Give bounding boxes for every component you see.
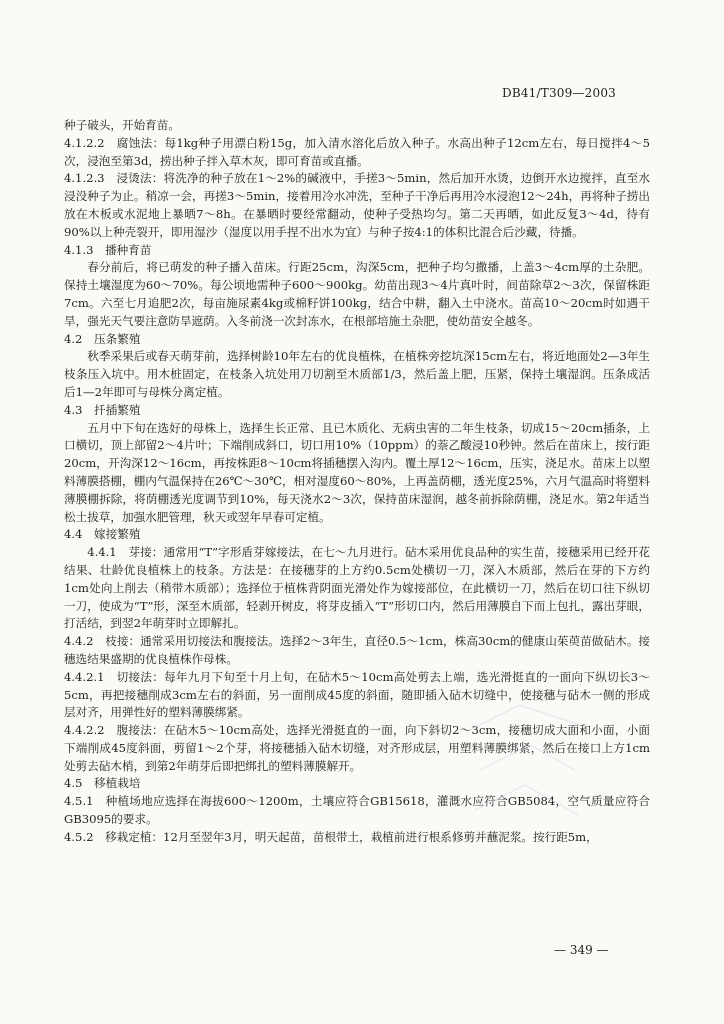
document-body: [64, 117, 650, 847]
section-heading: 4.2 压条繁殖: [64, 331, 141, 346]
section-heading: 4.1.3 播种育苗: [64, 242, 152, 257]
paragraph: 4.5.1 种植场地应选择在海拔600～1200m，土壤应符合GB15618，灌溉水应符合GB5084，空气质量应符合GB3095的要求。: [64, 794, 650, 827]
paragraph: 五月中下旬在选好的母株上，选择生长正常、且已木质化、无病虫害的二年生枝条，切成15～20cm插条，上口横切，顶上部留2～4片叶；下端削成斜口，切口用10%（10ppm）的萘乙酸浸10秒钟。然后在苗床上，按行距20cm，开沟深12～16cm，再按株距8～10cm将插穗摆入沟内。覆土厚12～16cm，压实，浇足水。苗床上以塑料薄膜搭棚，棚内气温保持在26℃～30℃，相对湿度60～80%，上再盖荫棚，透光度25%，六月气温高时将塑料薄膜棚拆除，将荫棚透光度调节到10%，每天浇水2～3次，保持苗床湿润，越冬前拆除荫棚，浇足水。第2年适当松土拔草，加强水肥管理，秋天或翌年早春可定植。: [64, 420, 650, 524]
paragraph: 秋季采果后或春天萌芽前，选择树龄10年左右的优良植株，在植株旁挖坑深15cm左右，将近地面处2—3年生枝条压入坑中。用木桩固定，在枝条入坑处用刀切割至木质部1/3，然后盖上肥，压紧，保持土壤湿润。压条成活后1—2年即可与母株分离定植。: [64, 349, 650, 399]
page-number: — 349 —: [554, 943, 609, 957]
standard-number: DB41/T309—2003: [502, 86, 616, 100]
paragraph: 4.1.2.3 浸烫法：将洗净的种子放在1～2%的碱液中，手搓3～5min，然后加开水烫，边倒开水边搅拌，直至水浸没种子为止。稍凉一会，再搓3～5min，接着用冷水冲洗，至种子干净后再用冷水浸泡12～24h，再将种子捞出放在木板或水泥地上暴晒7～8h。在暴晒时要经常翻动，使种子受热均匀。第二天再晒，如此反复3～4d，待有90%以上种壳裂开，即用湿沙（湿度以用手捏不出水为宜）与种子按4:1的体积比混合后沙藏，待播。: [64, 171, 650, 239]
paragraph: 4.4.2 枝接：通常采用切接法和腹接法。选择2～3年生，直径0.5～1cm，株高30cm的健康山茱萸苗做砧木。接穗选结果盛期的优良植株作母株。: [64, 634, 650, 666]
paragraph: 春分前后，将已萌发的种子播入苗床。行距25cm，沟深5cm，把种子均匀撒播，上盖3～4cm厚的土杂肥。保持土壤湿度为60～70%。每公顷地需种子600～900kg。幼苗出现3～4片真叶时，间苗除草2～3次，保留株距7cm。六至七月追肥2次，每亩施尿素4kg或棉籽饼100kg，结合中耕，翻入土中浇水。苗高10～20cm时如遇干旱，强光天气要注意防旱遮荫。入冬前浇一次封冻水，在根部培施土杂肥，使幼苗安全越冬。: [64, 260, 650, 328]
section-heading: 4.5 移植栽培: [64, 776, 141, 791]
section-heading: 4.3 扦插繁殖: [64, 402, 141, 417]
section-heading: 4.4 嫁接繁殖: [64, 527, 141, 542]
paragraph: 种子破头，开始育苗。: [64, 118, 180, 132]
paragraph: 4.4.1 芽接：通常用“T”字形盾芽嫁接法，在七～九月进行。砧木采用优良品种的实生苗，接穗采用已经开花结果、壮龄优良植株上的枝条。方法是：在接穗芽的上方约0.5cm处横切一刀，深入木质部，然后在芽的下方约1cm处向上削去（稍带木质部）；选择位于植株背阴面光滑处作为嫁接部位，在此横切一刀，然后在切口往下纵切一刀，使成为“T”形，深至木质部，轻剥开树皮，将芽皮插入“T”形切口内，然后用薄膜自下而上包扎，露出芽眼，打活结，到翌2年萌芽时立即解扎。: [64, 545, 650, 631]
paragraph: 4.5.2 移栽定植：12月至翌年3月，明天起苗，苗根带土，栽植前进行根系修剪并蘸泥浆。按行距5m，: [64, 829, 598, 844]
paragraph: 4.4.2.1 切接法：每年九月下旬至十月上旬，在砧木5～10cm高处剪去上端，选光滑挺直的一面向下纵切长3～5cm，再把接穗削成3cm左右的斜面，另一面削成45度的斜面，随即插入砧木切缝中，使接穗与砧木一侧的形成层对齐，用弹性好的塑料薄膜绑紧。: [64, 669, 650, 720]
paragraph: 4.1.2.2 腐蚀法：每1kg种子用漂白粉15g，加入清水溶化后放入种子。水高出种子12cm左右，每日搅拌4～5次，浸泡至第3d，捞出种子拌入草木灰，即可育苗或直播。: [64, 135, 650, 168]
paragraph: 4.4.2.2 腹接法：在砧木5～10cm高处，选择光滑挺直的一面，向下斜切2～3cm，接穗切成大面和小面，小面下端削成45度斜面，剪留1～2个芽，将接穗插入砧木切缝，对齐形成层，用塑料薄膜绑紧，然后在接口上方1cm处剪去砧木梢，到第2年萌芽后即把绑扎的塑料薄膜解开。: [64, 723, 650, 773]
